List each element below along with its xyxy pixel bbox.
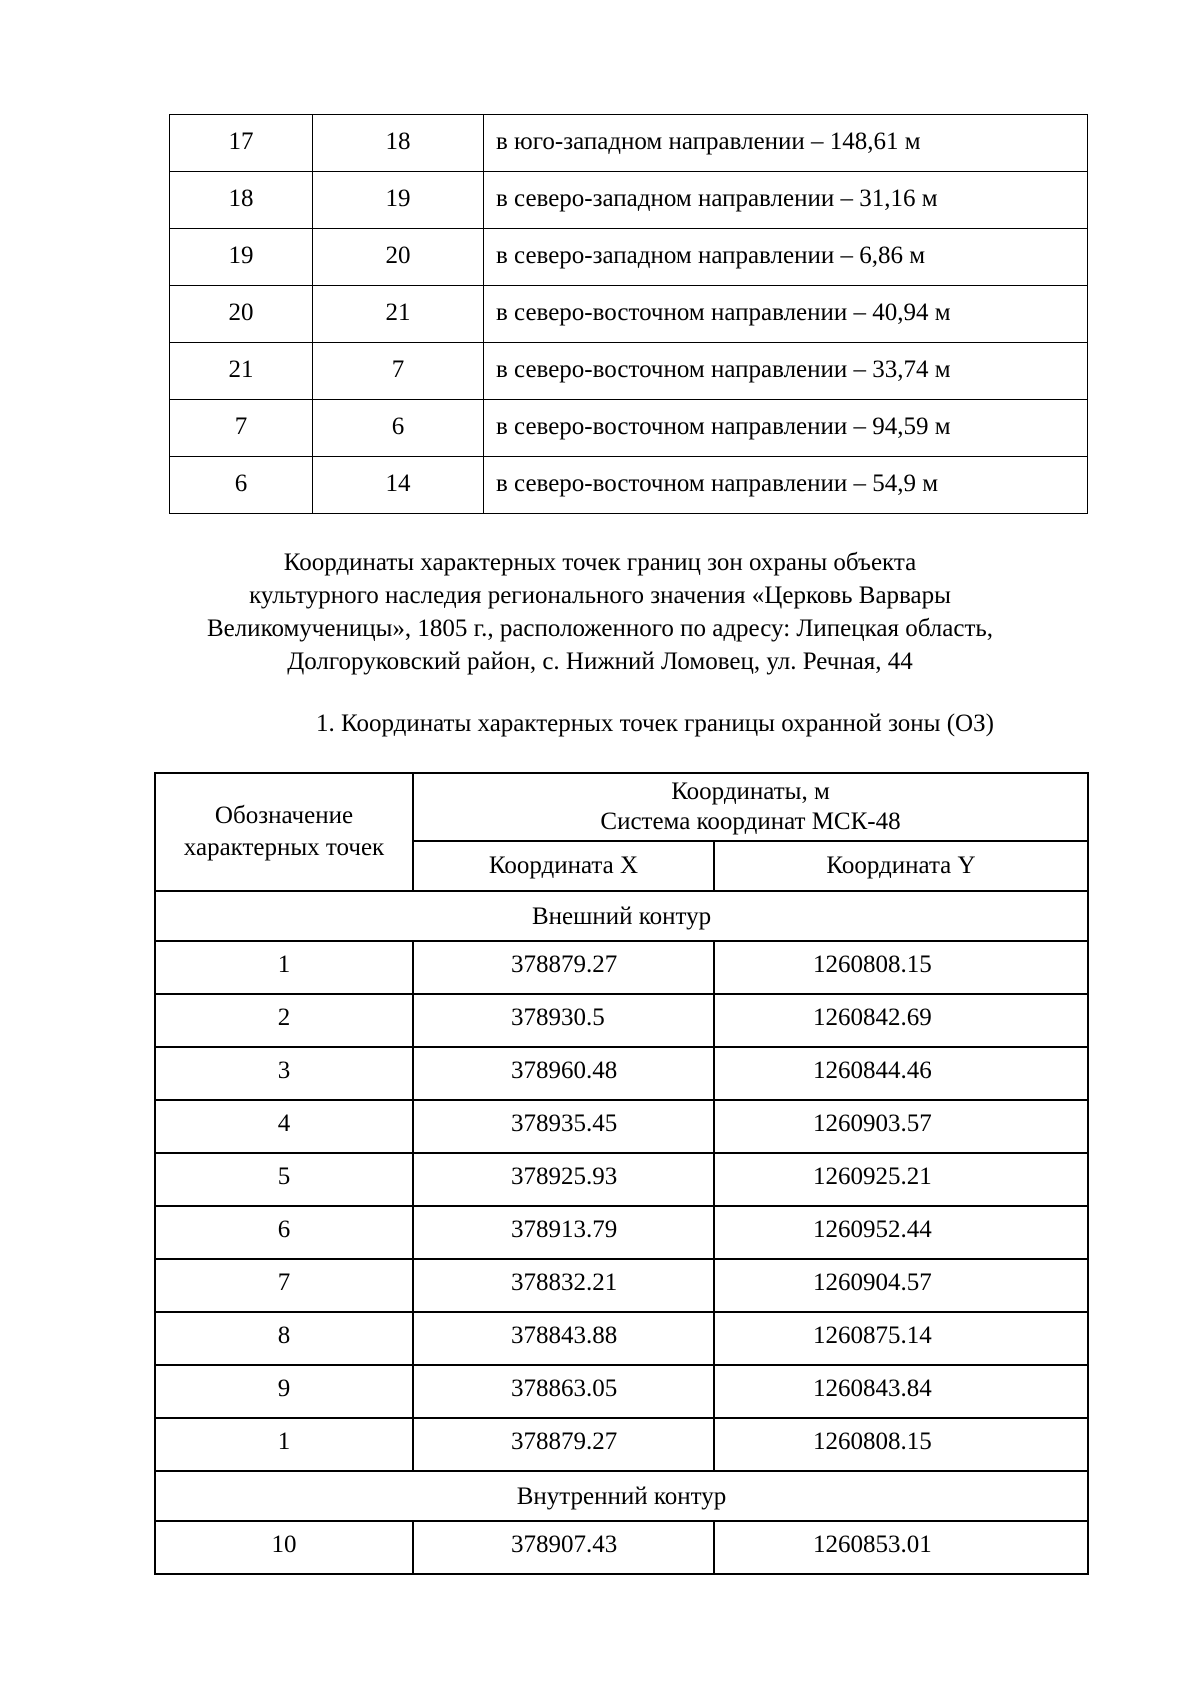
direction-cell: в северо-западном направлении – 31,16 м bbox=[484, 172, 1088, 229]
to-point-cell: 7 bbox=[313, 343, 484, 400]
direction-cell: в юго-западном направлении – 148,61 м bbox=[484, 115, 1088, 172]
point-cell: 3 bbox=[155, 1047, 413, 1100]
coordinates-header: Координаты, м Система координат МСК-48 bbox=[413, 773, 1088, 841]
from-point-cell: 18 bbox=[170, 172, 313, 229]
table-row bbox=[170, 172, 1088, 229]
x-cell: 378960.48 bbox=[413, 1047, 714, 1100]
table-row bbox=[155, 1365, 1088, 1418]
table-row bbox=[155, 1047, 1088, 1100]
point-cell: 8 bbox=[155, 1312, 413, 1365]
x-cell: 378907.43 bbox=[413, 1521, 714, 1574]
direction-cell: в северо-западном направлении – 6,86 м bbox=[484, 229, 1088, 286]
from-point-cell: 17 bbox=[170, 115, 313, 172]
table-row bbox=[155, 1418, 1088, 1471]
to-point-cell: 18 bbox=[313, 115, 484, 172]
point-cell: 5 bbox=[155, 1153, 413, 1206]
to-point-cell: 21 bbox=[313, 286, 484, 343]
table-row bbox=[170, 343, 1088, 400]
point-cell: 2 bbox=[155, 994, 413, 1047]
to-point-cell: 6 bbox=[313, 400, 484, 457]
heading-line: Великомученицы», 1805 г., расположенного по адресу: Липецкая область, bbox=[206, 615, 994, 642]
section-heading bbox=[150, 546, 1050, 678]
y-cell: 1260925.21 bbox=[714, 1153, 1088, 1206]
heading-line: Координаты характерных точек границ зон охраны объекта bbox=[283, 549, 917, 576]
table-row bbox=[155, 1259, 1088, 1312]
point-cell: 10 bbox=[155, 1521, 413, 1574]
y-cell: 1260853.01 bbox=[714, 1521, 1088, 1574]
outer-contour-label: Внешний контур bbox=[155, 891, 1088, 941]
x-cell: 378879.27 bbox=[413, 1418, 714, 1471]
table-row bbox=[155, 1153, 1088, 1206]
direction-cell: в северо-восточном направлении – 94,59 м bbox=[484, 400, 1088, 457]
table-row bbox=[170, 286, 1088, 343]
y-cell: 1260904.57 bbox=[714, 1259, 1088, 1312]
x-cell: 378843.88 bbox=[413, 1312, 714, 1365]
y-cell: 1260903.57 bbox=[714, 1100, 1088, 1153]
from-point-cell: 21 bbox=[170, 343, 313, 400]
x-column-header: Координата X bbox=[413, 841, 714, 891]
table-row bbox=[155, 1100, 1088, 1153]
coordinates-table bbox=[154, 772, 1089, 1575]
table-row bbox=[170, 457, 1088, 514]
point-cell: 7 bbox=[155, 1259, 413, 1312]
x-cell: 378925.93 bbox=[413, 1153, 714, 1206]
table-row bbox=[155, 994, 1088, 1047]
y-cell: 1260842.69 bbox=[714, 994, 1088, 1047]
segments-table bbox=[169, 114, 1088, 514]
section-row bbox=[155, 891, 1088, 941]
inner-contour-label: Внутренний контур bbox=[155, 1471, 1088, 1521]
point-cell: 6 bbox=[155, 1206, 413, 1259]
to-point-cell: 19 bbox=[313, 172, 484, 229]
heading-line: Долгоруковский район, с. Нижний Ломовец, ул. Речная, 44 bbox=[287, 648, 913, 675]
direction-cell: в северо-восточном направлении – 40,94 м bbox=[484, 286, 1088, 343]
point-designation-header: Обозначение характерных точек bbox=[155, 773, 413, 891]
y-column-header: Координата Y bbox=[714, 841, 1088, 891]
y-cell: 1260808.15 bbox=[714, 941, 1088, 994]
x-cell: 378935.45 bbox=[413, 1100, 714, 1153]
x-cell: 378913.79 bbox=[413, 1206, 714, 1259]
x-cell: 378832.21 bbox=[413, 1259, 714, 1312]
point-cell: 4 bbox=[155, 1100, 413, 1153]
table-row bbox=[170, 115, 1088, 172]
from-point-cell: 20 bbox=[170, 286, 313, 343]
y-cell: 1260875.14 bbox=[714, 1312, 1088, 1365]
point-cell: 1 bbox=[155, 941, 413, 994]
table-row bbox=[155, 1206, 1088, 1259]
table-row bbox=[155, 1521, 1088, 1574]
point-cell: 1 bbox=[155, 1418, 413, 1471]
x-cell: 378930.5 bbox=[413, 994, 714, 1047]
direction-cell: в северо-восточном направлении – 33,74 м bbox=[484, 343, 1088, 400]
direction-cell: в северо-восточном направлении – 54,9 м bbox=[484, 457, 1088, 514]
y-cell: 1260808.15 bbox=[714, 1418, 1088, 1471]
table-row bbox=[155, 1312, 1088, 1365]
from-point-cell: 7 bbox=[170, 400, 313, 457]
to-point-cell: 14 bbox=[313, 457, 484, 514]
subsection-title: 1. Координаты характерных точек границы охранной зоны (ОЗ) bbox=[316, 710, 994, 737]
from-point-cell: 6 bbox=[170, 457, 313, 514]
to-point-cell: 20 bbox=[313, 229, 484, 286]
table-row bbox=[170, 400, 1088, 457]
y-cell: 1260844.46 bbox=[714, 1047, 1088, 1100]
from-point-cell: 19 bbox=[170, 229, 313, 286]
section-row bbox=[155, 1471, 1088, 1521]
y-cell: 1260952.44 bbox=[714, 1206, 1088, 1259]
y-cell: 1260843.84 bbox=[714, 1365, 1088, 1418]
point-cell: 9 bbox=[155, 1365, 413, 1418]
heading-line: культурного наследия регионального значения «Церковь Варвары bbox=[249, 582, 951, 609]
table-row bbox=[170, 229, 1088, 286]
x-cell: 378863.05 bbox=[413, 1365, 714, 1418]
x-cell: 378879.27 bbox=[413, 941, 714, 994]
table-header-row bbox=[155, 773, 1088, 841]
table-row bbox=[155, 941, 1088, 994]
